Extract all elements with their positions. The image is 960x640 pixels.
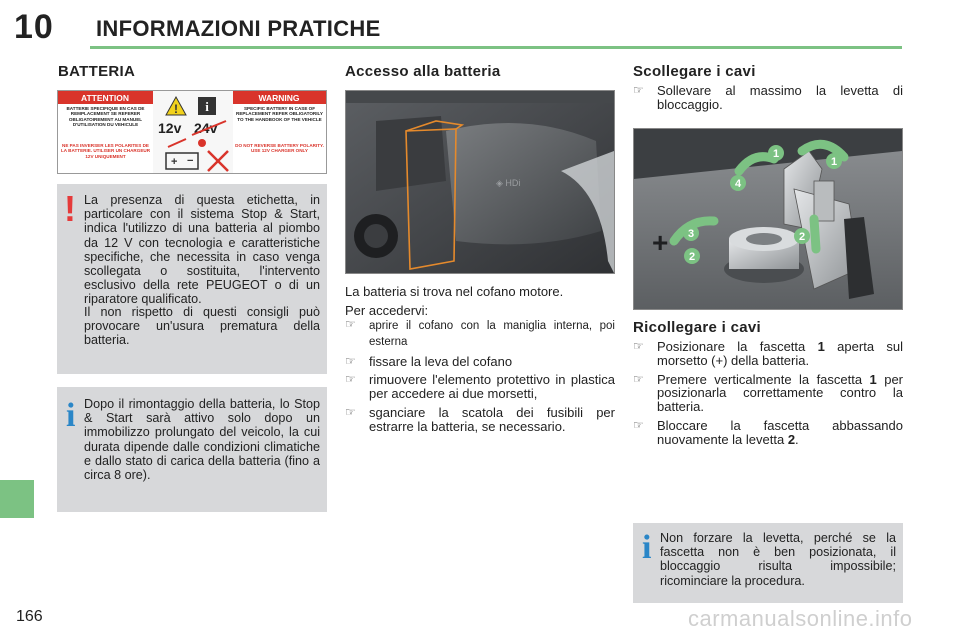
pointing-hand-icon: ☞	[633, 83, 644, 97]
list-item: ☞ sganciare la scatola dei fusibili per estrarre la batteria, se necessario.	[345, 404, 615, 434]
pointing-hand-icon: ☞	[345, 317, 356, 331]
info-note-text: Dopo il rimontaggio della batteria, lo Stop & Start sarà attivo solo dopo un immobilizzo prolungato del veicolo, la cui durata dipende dalle condizioni climatiche e dallo stato di carica della batteria (fino a circa 8 ore).	[84, 397, 320, 483]
access-intro-text: La batteria si trova nel cofano motore.	[345, 284, 564, 299]
svg-text:◈ HDi: ◈ HDi	[496, 178, 521, 188]
label-fr-text-1: BATTERIE SPECIFIQUE EN CAS DE REMPLACEMENT SE REFERER OBLIGATOIREMENT AU MANUEL D'UTILISATION DU VEHICULE	[66, 106, 145, 128]
chapter-side-tab	[0, 480, 34, 518]
info-i-icon: i	[642, 529, 652, 566]
disconnect-steps-list	[633, 84, 903, 117]
label-warning-text: WARNING	[258, 93, 300, 103]
callout-2a: 2	[688, 251, 696, 263]
svg-text:i: i	[205, 99, 209, 114]
access-lead-text: Per accedervi:	[345, 303, 429, 318]
access-steps-list	[345, 318, 615, 439]
pointing-hand-icon: ☞	[633, 417, 644, 432]
warning-note-text-1: La presenza di questa etichetta, in particolare con il sistema Stop & Start, indica l'utilizzo di una batteria al piombo da 12 V con tecnologia e caratteristiche specifiche, che necessita in caso venga scollegata o sostituita, l'intervento esclusivo della rete PEUGEOT o di un riparatore qualificato.	[84, 193, 320, 307]
plus-terminal-label: +	[652, 227, 669, 258]
pointing-hand-icon: ☞	[633, 371, 644, 386]
list-item: ☞ rimuovere l'elemento protettivo in plastica per accedere ai due morsetti,	[345, 372, 615, 402]
label-12v-text: 12v	[158, 120, 182, 136]
svg-text:!: !	[174, 102, 178, 116]
svg-text:+: +	[171, 156, 178, 168]
access-intro-block	[345, 284, 615, 322]
engine-bay-photo	[345, 90, 615, 274]
callout-3: 3	[687, 228, 695, 240]
info-note-box-stop-start	[57, 387, 327, 512]
list-item: ☞ Bloccare la fascetta abbassando nuovamente la levetta 2.	[633, 417, 903, 447]
list-item: ☞ aprire il cofano con la maniglia interna, poi esterna	[345, 317, 615, 348]
battery-warning-label-image	[57, 90, 327, 174]
label-24v-text: 24v	[194, 120, 218, 136]
callout-1b: 1	[830, 156, 838, 168]
info-note-text: Non forzare la levetta, perché se la fascetta non è ben posizionata, il bloccaggio risulta impossibile; ricominciare la procedura.	[660, 531, 896, 588]
list-item: ☞ Sollevare al massimo la levetta di bloccaggio.	[633, 83, 903, 112]
label-en-text-2: DO NOT REVERSE BATTERY POLARITY. USE 12V CHARGER ONLY	[235, 143, 324, 154]
warning-note-box	[57, 184, 327, 374]
section-title-batteria: BATTERIA	[58, 63, 136, 80]
callout-4: 4	[734, 178, 742, 190]
pointing-hand-icon: ☞	[633, 339, 644, 353]
watermark-text: carmanualsonline.info	[688, 606, 913, 631]
section-title-scollegare: Scollegare i cavi	[633, 63, 756, 80]
list-item: ☞ fissare la leva del cofano	[345, 353, 513, 369]
pointing-hand-icon: ☞	[345, 404, 356, 419]
list-item: ☞ Posizionare la fascetta 1 aperta sul morsetto (+) della batteria.	[633, 339, 904, 368]
list-item: ☞ Premere verticalmente la fascetta 1 per posizionarla correttamente contro la batteria.	[633, 371, 904, 415]
warning-exclamation-icon: !	[64, 188, 76, 229]
battery-terminal-diagram	[633, 128, 903, 310]
section-title-accesso: Accesso alla batteria	[345, 63, 501, 80]
warning-note-text-2: Il non rispetto di questi consigli può provocare un'usura prematura della batteria.	[84, 305, 320, 348]
label-attention-text: ATTENTION	[80, 93, 130, 103]
header-rule	[90, 46, 902, 49]
pointing-hand-icon: ☞	[345, 372, 356, 387]
callout-2b: 2	[798, 231, 806, 243]
pointing-hand-icon: ☞	[345, 353, 356, 368]
chapter-title: INFORMAZIONI PRATICHE	[96, 16, 381, 41]
info-note-box-levetta	[633, 523, 903, 603]
section-title-ricollegare: Ricollegare i cavi	[633, 319, 761, 336]
callout-1a: 1	[772, 148, 780, 160]
page-number: 166	[16, 608, 43, 625]
info-i-icon: i	[66, 397, 76, 434]
label-en-text-1: SPECIFIC BATTERY IN CASE OF REPLACEMENT REFER OBLIGATORILY TO THE HANDBOOK OF THE VEHICLE	[236, 106, 323, 122]
svg-text:−: −	[187, 155, 194, 167]
label-fr-text-2: NE PAS INVERSER LES POLARITES DE LA BATTERIE. UTILISER UN CHARGEUR 12V UNIQUEMENT	[60, 143, 151, 159]
chapter-number: 10	[14, 8, 54, 46]
green-arrow-icon	[814, 219, 816, 249]
reconnect-steps-list	[633, 340, 903, 452]
